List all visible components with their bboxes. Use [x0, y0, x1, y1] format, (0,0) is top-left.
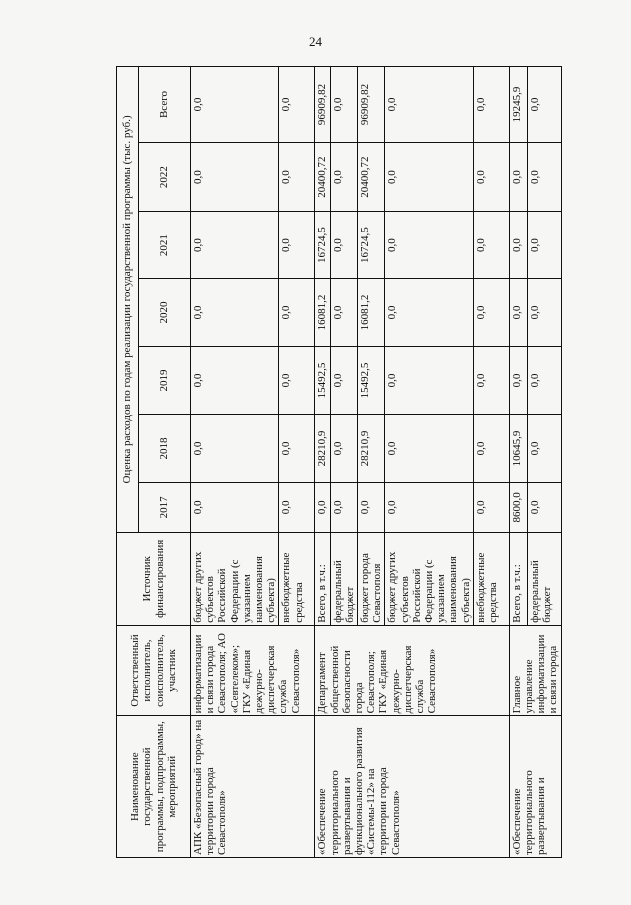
value-cell: 16724,5: [358, 212, 385, 279]
value-cell: 0,0: [330, 143, 357, 212]
header-source: Источник финансирования: [117, 532, 191, 625]
value-cell: 0,0: [330, 482, 357, 532]
table-row: [509, 67, 527, 858]
value-cell: 0,0: [191, 67, 279, 143]
value-cell: 0,0: [191, 279, 279, 347]
value-cell: 0,0: [385, 212, 473, 279]
table-row: [191, 67, 279, 858]
budget-table: [116, 66, 562, 858]
program-name-cell: АПК «Безопасный город» на территории города Севастополя»: [191, 716, 315, 858]
header-year: 2021: [139, 212, 191, 279]
value-cell: 0,0: [279, 482, 315, 532]
source-cell: бюджет города Севастополя: [358, 532, 385, 625]
value-cell: 0,0: [330, 212, 357, 279]
value-cell: 0,0: [191, 347, 279, 415]
value-cell: 0,0: [385, 347, 473, 415]
header-year: 2017: [139, 482, 191, 532]
value-cell: 0,0: [385, 143, 473, 212]
source-cell: федеральный бюджет: [528, 532, 562, 625]
executor-cell: Главное управление информатизации и связи города: [509, 625, 561, 716]
value-cell: 0,0: [528, 143, 562, 212]
value-cell: 0,0: [330, 415, 357, 483]
value-cell: 15492,5: [358, 347, 385, 415]
value-cell: 8600,0: [509, 482, 527, 532]
source-cell: внебюджетные средства: [473, 532, 509, 625]
value-cell: 0,0: [385, 67, 473, 143]
value-cell: 0,0: [279, 415, 315, 483]
value-cell: 0,0: [528, 212, 562, 279]
header-estimate: Оценка расходов по годам реализации государственной программы (тыс. руб.): [117, 67, 139, 533]
program-name-cell: «Обеспечение территориального развертывания и: [509, 716, 561, 858]
header-year: 2020: [139, 279, 191, 347]
value-cell: 0,0: [509, 143, 527, 212]
header-executor: Ответственный исполнитель, соисполнитель, участник: [117, 625, 191, 716]
value-cell: 0,0: [509, 279, 527, 347]
value-cell: 0,0: [279, 67, 315, 143]
value-cell: 16724,5: [315, 212, 330, 279]
value-cell: 16081,2: [315, 279, 330, 347]
executor-cell: информатизации и связи города Севастополя; АО «Севтелеком»; ГКУ «Единая дежурно-диспетчерская служба Севастополя»: [191, 625, 315, 716]
value-cell: 0,0: [279, 347, 315, 415]
value-cell: 10645,9: [509, 415, 527, 483]
value-cell: 0,0: [385, 415, 473, 483]
value-cell: 0,0: [279, 279, 315, 347]
value-cell: 0,0: [279, 143, 315, 212]
value-cell: 0,0: [473, 212, 509, 279]
value-cell: 96909,82: [358, 67, 385, 143]
header-year: 2019: [139, 347, 191, 415]
header-year: 2018: [139, 415, 191, 483]
value-cell: 0,0: [191, 482, 279, 532]
value-cell: 0,0: [473, 415, 509, 483]
value-cell: 20400,72: [358, 143, 385, 212]
value-cell: 20400,72: [315, 143, 330, 212]
table-row: [315, 67, 330, 858]
value-cell: 0,0: [279, 212, 315, 279]
value-cell: 0,0: [473, 143, 509, 212]
value-cell: 0,0: [385, 279, 473, 347]
value-cell: 0,0: [473, 279, 509, 347]
source-cell: Всего, в т.ч.:: [315, 532, 330, 625]
source-cell: бюджет других субъектов Российской Федерации (с указанием наименования субъекта): [191, 532, 279, 625]
executor-cell: Департамент общественной безопасности города Севастополя; ГКУ «Единая дежурно-диспетчерская служба Севастополя»: [315, 625, 509, 716]
value-cell: 96909,82: [315, 67, 330, 143]
value-cell: 0,0: [358, 482, 385, 532]
value-cell: 16081,2: [358, 279, 385, 347]
value-cell: 0,0: [473, 347, 509, 415]
source-cell: бюджет других субъектов Российской Федерации (с указанием наименования субъекта): [385, 532, 473, 625]
value-cell: 0,0: [315, 482, 330, 532]
value-cell: 0,0: [528, 67, 562, 143]
value-cell: 0,0: [191, 143, 279, 212]
value-cell: 15492,5: [315, 347, 330, 415]
value-cell: 0,0: [473, 482, 509, 532]
value-cell: 0,0: [528, 347, 562, 415]
value-cell: 0,0: [191, 212, 279, 279]
value-cell: 28210,9: [315, 415, 330, 483]
program-name-cell: «Обеспечение территориального развертывания и функционального развития «Системы-112» на территории города Севастополя»: [315, 716, 509, 858]
value-cell: 0,0: [509, 347, 527, 415]
value-cell: 0,0: [528, 482, 562, 532]
value-cell: 0,0: [473, 67, 509, 143]
value-cell: 0,0: [509, 212, 527, 279]
value-cell: 28210,9: [358, 415, 385, 483]
source-cell: Всего, в т.ч.:: [509, 532, 527, 625]
value-cell: 0,0: [528, 279, 562, 347]
header-total: Всего: [139, 67, 191, 143]
value-cell: 19245,9: [509, 67, 527, 143]
header-year: 2022: [139, 143, 191, 212]
value-cell: 0,0: [330, 279, 357, 347]
value-cell: 0,0: [330, 67, 357, 143]
source-cell: внебюджетные средства: [279, 532, 315, 625]
value-cell: 0,0: [191, 415, 279, 483]
value-cell: 0,0: [528, 415, 562, 483]
rotated-table-container: [116, 66, 560, 858]
value-cell: 0,0: [385, 482, 473, 532]
source-cell: федеральный бюджет: [330, 532, 357, 625]
value-cell: 0,0: [330, 347, 357, 415]
header-name: Наименование государственной программы, подпрограммы, мероприятий: [117, 716, 191, 858]
page-number: 24: [309, 34, 322, 49]
